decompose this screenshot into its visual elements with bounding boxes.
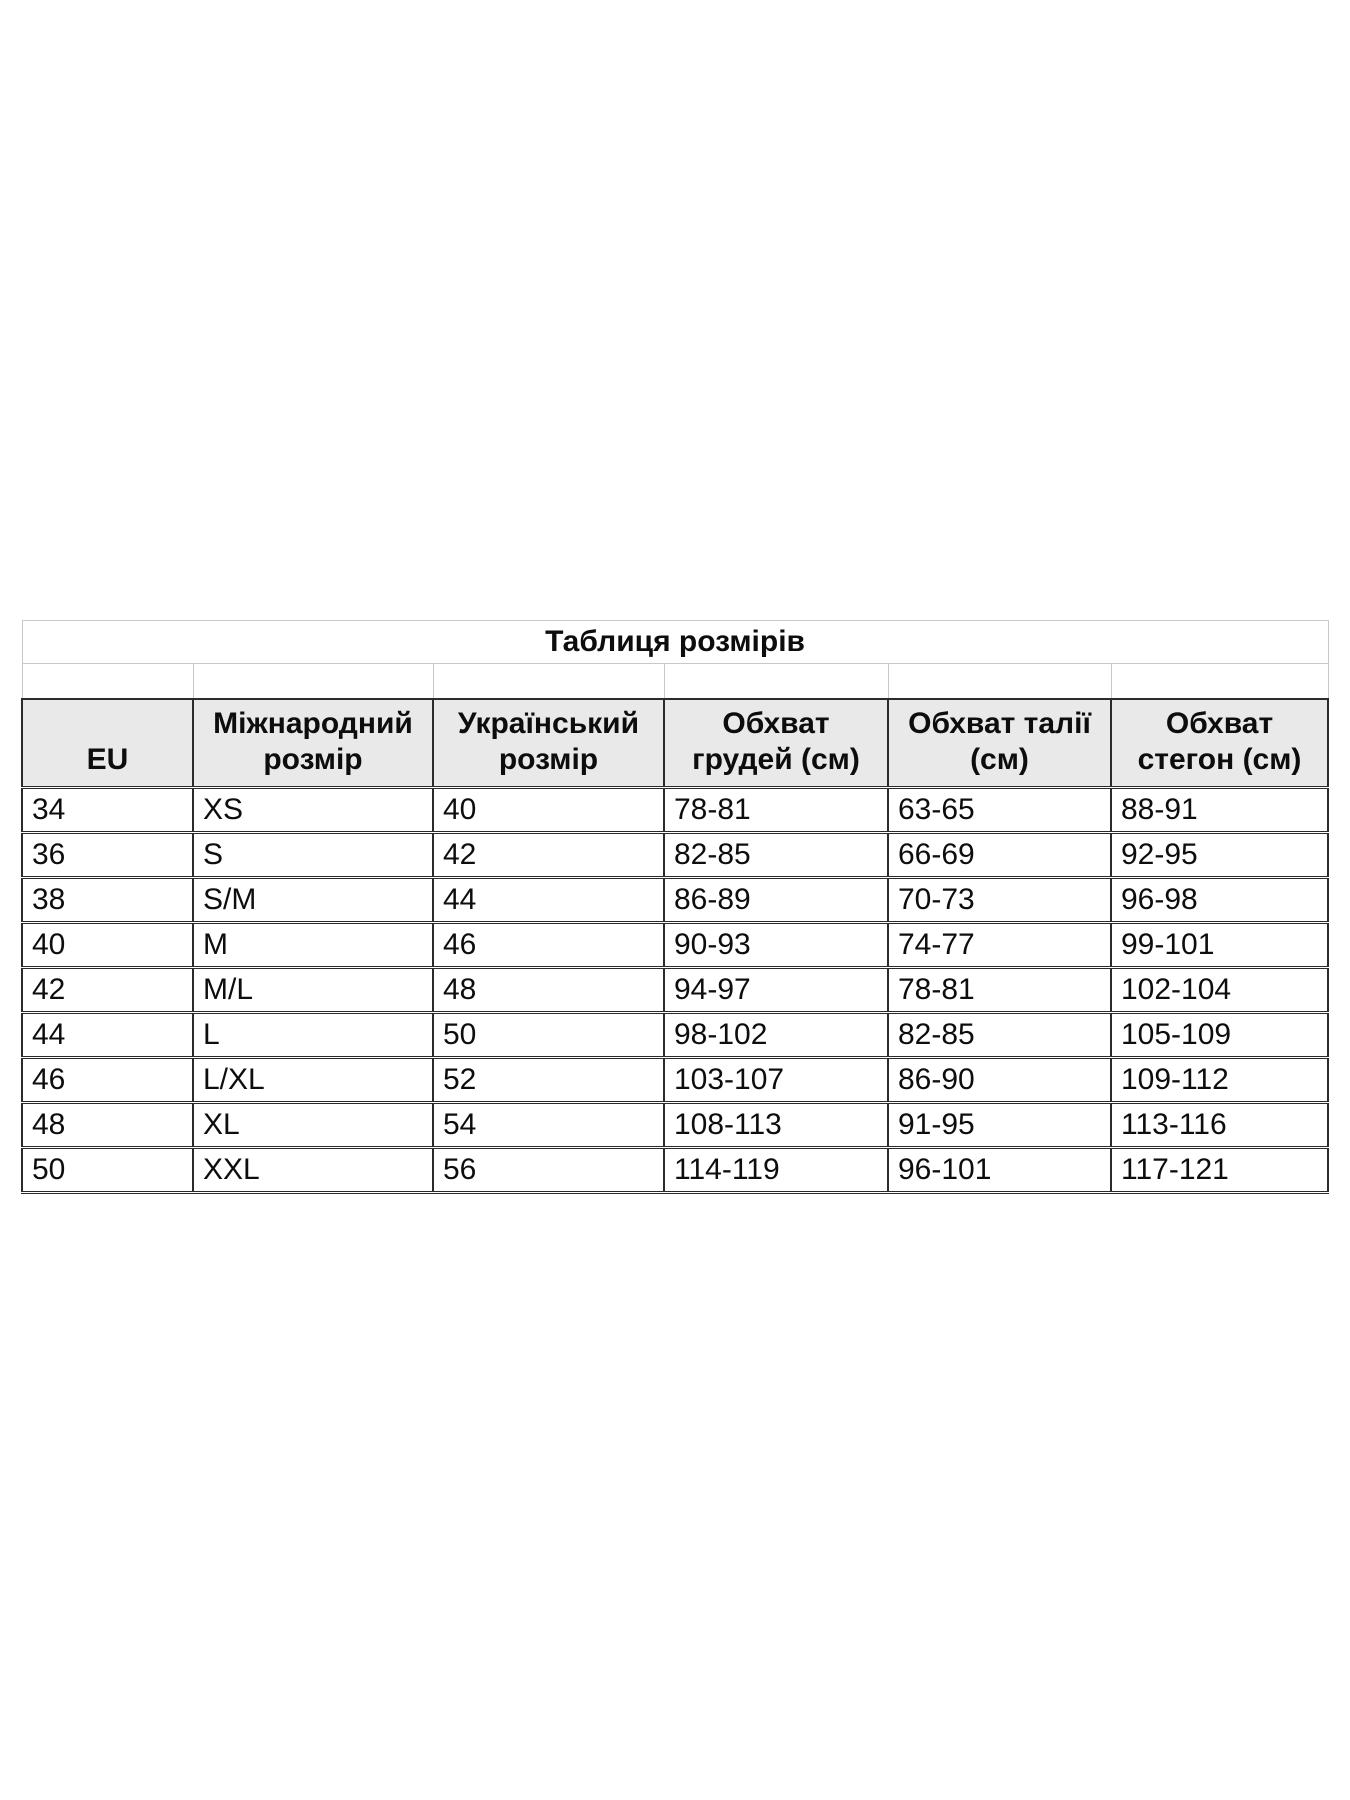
table-cell: 70-73 <box>888 878 1111 923</box>
table-cell: S/M <box>193 878 433 923</box>
title-row <box>22 621 1328 664</box>
table-cell: 114-119 <box>664 1148 888 1193</box>
table-cell: 98-102 <box>664 1013 888 1058</box>
spacer-cell <box>193 664 433 700</box>
table-cell: 40 <box>22 923 193 968</box>
table-cell: 48 <box>433 968 664 1013</box>
table-cell: M <box>193 923 433 968</box>
table-cell: 44 <box>22 1013 193 1058</box>
table-cell: 105-109 <box>1111 1013 1328 1058</box>
table-row <box>22 833 1328 878</box>
table-row <box>22 878 1328 923</box>
table-cell: 63-65 <box>888 788 1111 833</box>
spacer-cell <box>664 664 888 700</box>
table-cell: 36 <box>22 833 193 878</box>
table-cell: 34 <box>22 788 193 833</box>
table-cell: 66-69 <box>888 833 1111 878</box>
table-cell: 96-101 <box>888 1148 1111 1193</box>
size-table <box>21 620 1329 1194</box>
table-cell: 99-101 <box>1111 923 1328 968</box>
table-cell: 78-81 <box>664 788 888 833</box>
table-cell: 86-89 <box>664 878 888 923</box>
table-cell: 50 <box>22 1148 193 1193</box>
table-cell: 82-85 <box>664 833 888 878</box>
table-cell: 94-97 <box>664 968 888 1013</box>
table-cell: S <box>193 833 433 878</box>
size-table-body <box>22 621 1328 1193</box>
table-cell: 78-81 <box>888 968 1111 1013</box>
spacer-cell <box>888 664 1111 700</box>
table-cell: L/XL <box>193 1058 433 1103</box>
table-cell: 109-112 <box>1111 1058 1328 1103</box>
table-row <box>22 1148 1328 1193</box>
table-cell: 108-113 <box>664 1103 888 1148</box>
table-row <box>22 923 1328 968</box>
spacer-row <box>22 664 1328 700</box>
table-cell: M/L <box>193 968 433 1013</box>
header-cell-eu: EU <box>22 699 193 788</box>
table-cell: 38 <box>22 878 193 923</box>
table-cell: 48 <box>22 1103 193 1148</box>
table-cell: 102-104 <box>1111 968 1328 1013</box>
table-cell: 82-85 <box>888 1013 1111 1058</box>
table-cell: 90-93 <box>664 923 888 968</box>
table-cell: 42 <box>433 833 664 878</box>
header-cell-international: Міжнародний розмір <box>193 699 433 788</box>
spacer-cell <box>22 664 193 700</box>
table-cell: L <box>193 1013 433 1058</box>
table-row <box>22 1103 1328 1148</box>
header-cell-chest: Обхват грудей (см) <box>664 699 888 788</box>
table-cell: XXL <box>193 1148 433 1193</box>
table-cell: 50 <box>433 1013 664 1058</box>
header-cell-hips: Обхват стегон (см) <box>1111 699 1328 788</box>
header-cell-waist: Обхват талії (см) <box>888 699 1111 788</box>
table-cell: 42 <box>22 968 193 1013</box>
table-cell: 56 <box>433 1148 664 1193</box>
table-cell: 88-91 <box>1111 788 1328 833</box>
table-cell: 54 <box>433 1103 664 1148</box>
table-cell: XS <box>193 788 433 833</box>
spacer-cell <box>433 664 664 700</box>
table-cell: 74-77 <box>888 923 1111 968</box>
table-cell: 52 <box>433 1058 664 1103</box>
table-cell: XL <box>193 1103 433 1148</box>
table-cell: 44 <box>433 878 664 923</box>
table-row <box>22 968 1328 1013</box>
table-cell: 103-107 <box>664 1058 888 1103</box>
table-title: Таблиця розмірів <box>22 621 1328 664</box>
spacer-cell <box>1111 664 1328 700</box>
header-row <box>22 699 1328 788</box>
table-row <box>22 1058 1328 1103</box>
table-row <box>22 788 1328 833</box>
table-cell: 92-95 <box>1111 833 1328 878</box>
table-cell: 46 <box>433 923 664 968</box>
table-cell: 113-116 <box>1111 1103 1328 1148</box>
table-cell: 96-98 <box>1111 878 1328 923</box>
table-cell: 46 <box>22 1058 193 1103</box>
header-cell-ukrainian: Український розмір <box>433 699 664 788</box>
table-cell: 117-121 <box>1111 1148 1328 1193</box>
table-cell: 91-95 <box>888 1103 1111 1148</box>
table-row <box>22 1013 1328 1058</box>
table-cell: 86-90 <box>888 1058 1111 1103</box>
table-cell: 40 <box>433 788 664 833</box>
